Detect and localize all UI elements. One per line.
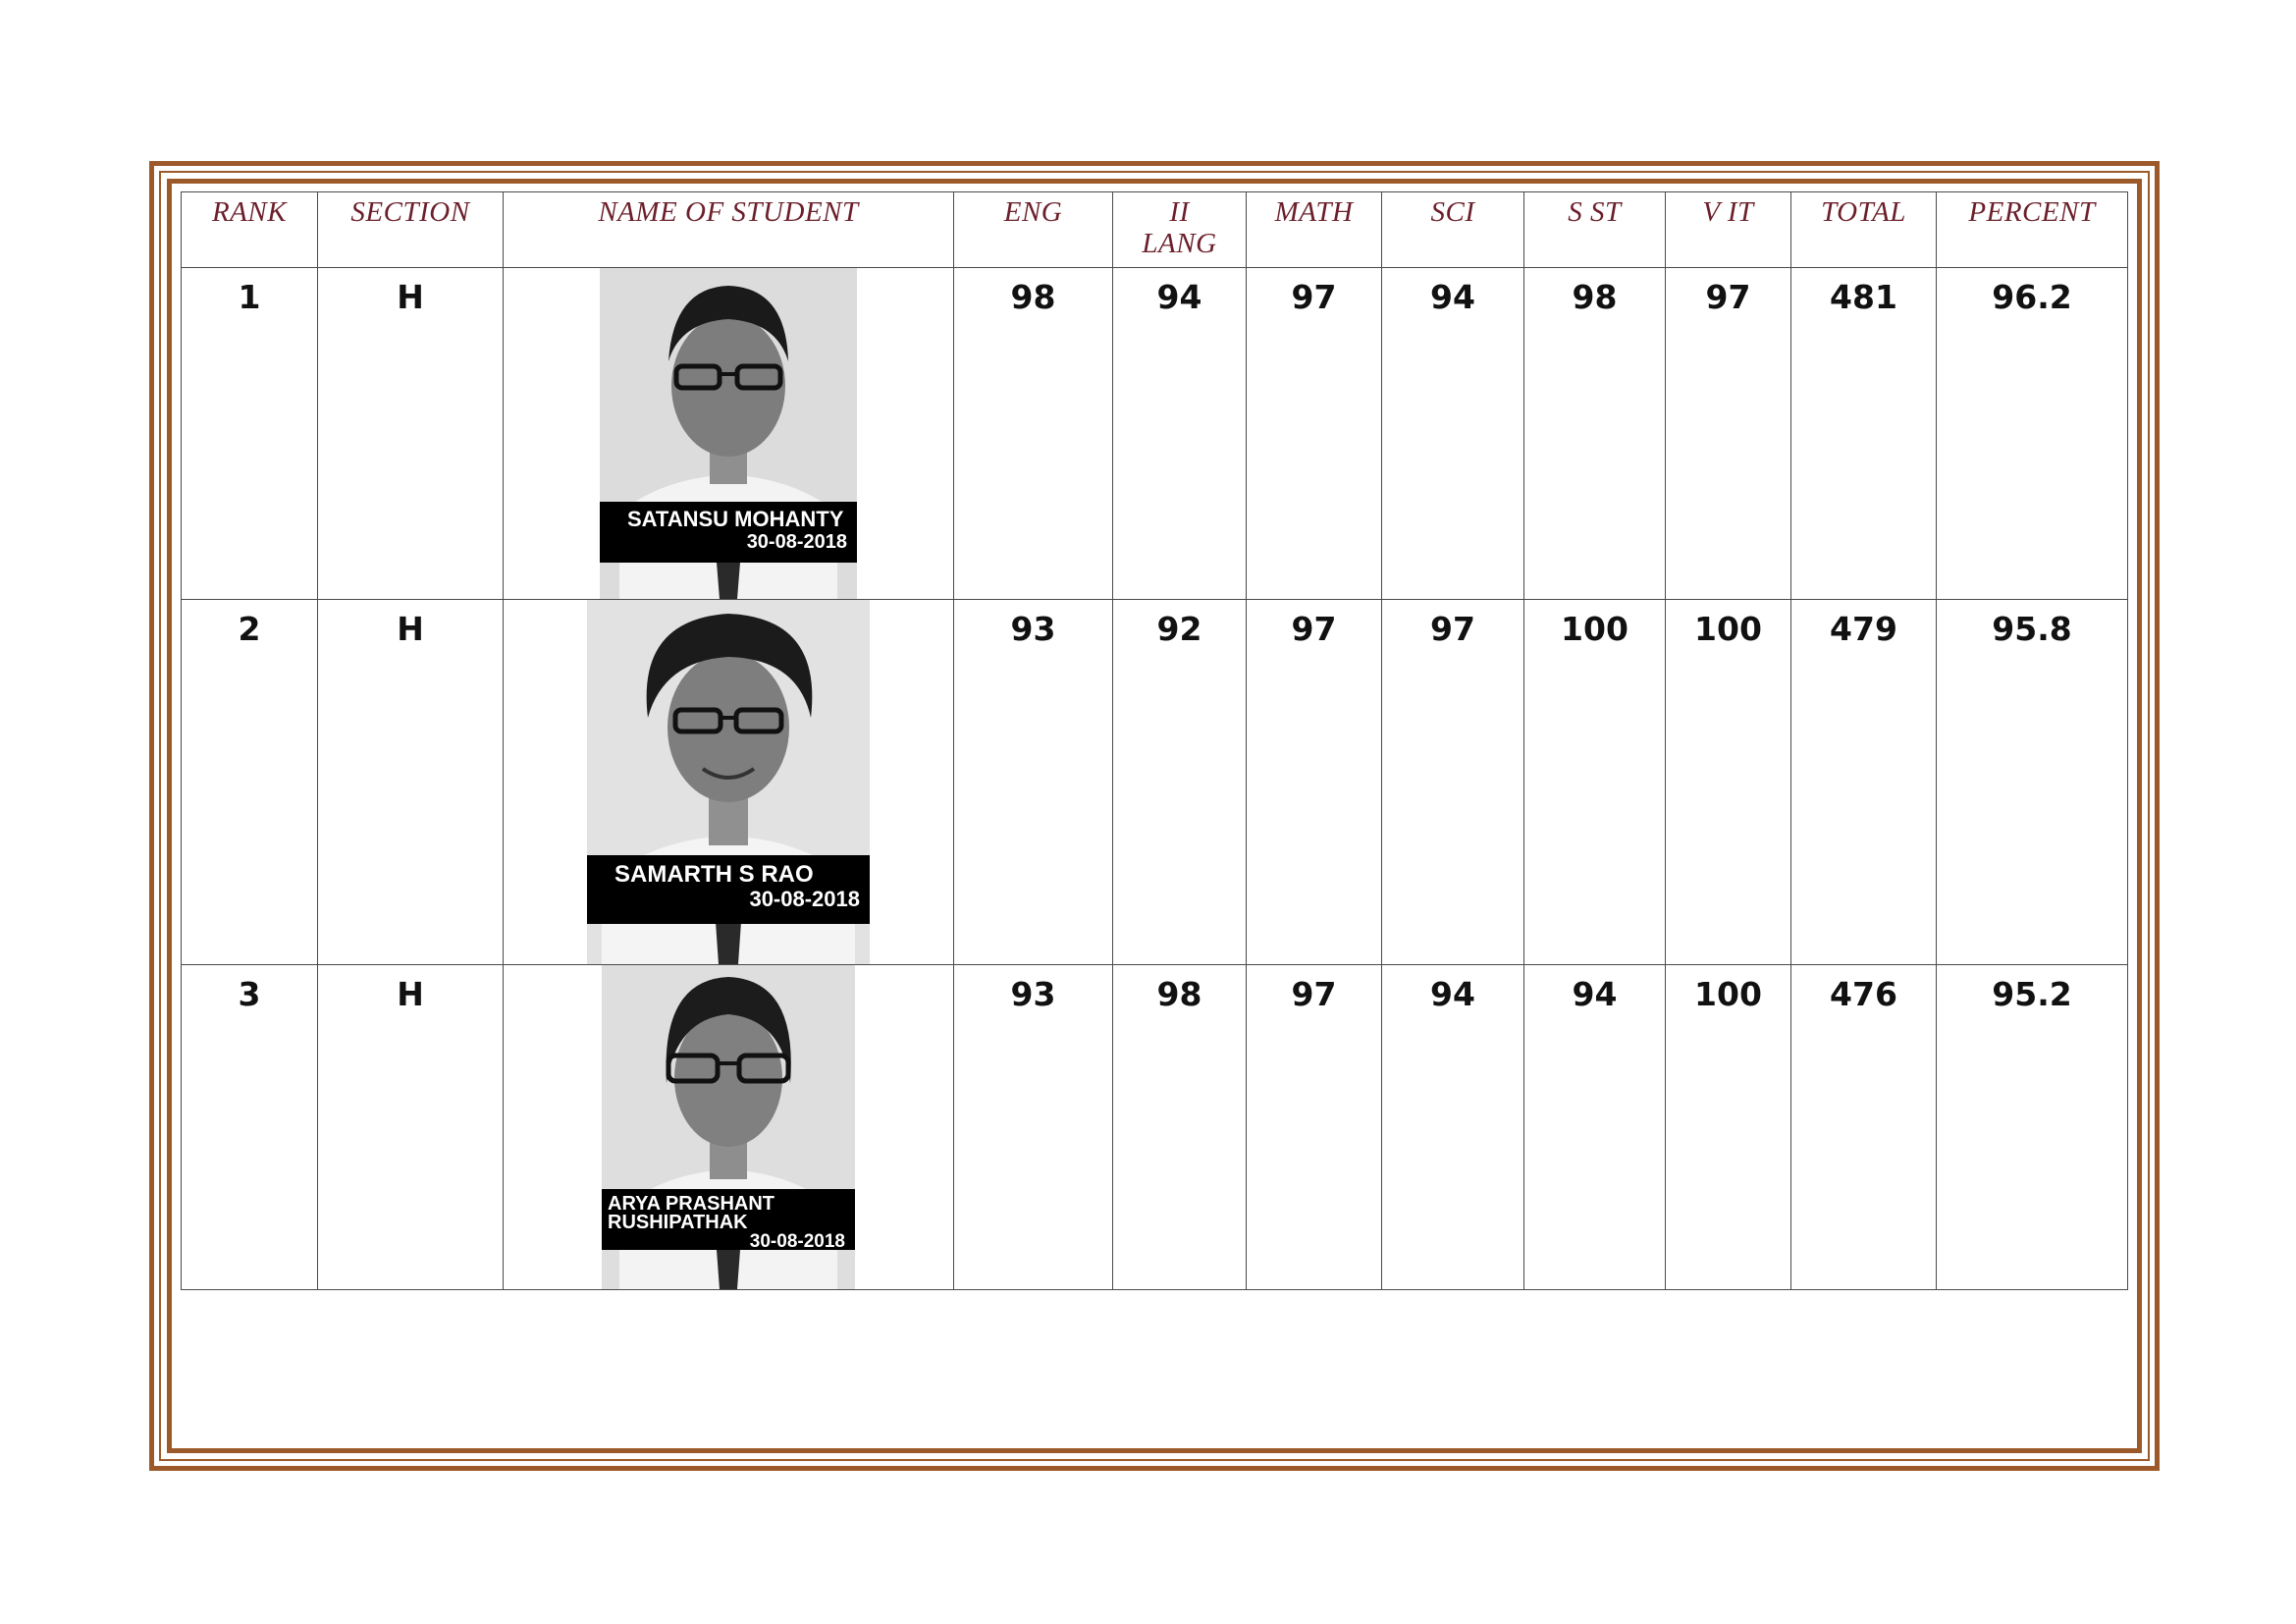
v-it-score: 100 [1666, 600, 1791, 965]
header-sci: SCI [1382, 192, 1524, 268]
section-cell: H [318, 268, 504, 600]
percent-score: 95.8 [1937, 600, 2128, 965]
header-s-st: S ST [1524, 192, 1666, 268]
photo-caption-date: 30-08-2018 [749, 1231, 845, 1252]
ii-lang-score: 92 [1113, 600, 1247, 965]
header-row [182, 192, 2128, 268]
photo-caption-name: ARYA PRASHANT RUSHIPATHAK [608, 1193, 775, 1233]
table-row [182, 965, 2128, 1290]
s-st-score: 94 [1524, 965, 1666, 1290]
header-percent: PERCENT [1937, 192, 2128, 268]
sci-score: 94 [1382, 965, 1524, 1290]
section-cell: H [318, 965, 504, 1290]
table-row [182, 600, 2128, 965]
header-section: SECTION [318, 192, 504, 268]
ii-lang-score: 94 [1113, 268, 1247, 600]
math-score: 97 [1247, 600, 1382, 965]
total-score: 481 [1791, 268, 1937, 600]
student-photo [587, 600, 870, 964]
sci-score: 97 [1382, 600, 1524, 965]
student-photo-cell [504, 268, 954, 600]
total-score: 476 [1791, 965, 1937, 1290]
section-cell: H [318, 600, 504, 965]
s-st-score: 98 [1524, 268, 1666, 600]
total-score: 479 [1791, 600, 1937, 965]
eng-score: 98 [954, 268, 1113, 600]
header-math: MATH [1247, 192, 1382, 268]
header-rank: RANK [182, 192, 318, 268]
math-score: 97 [1247, 965, 1382, 1290]
photo-caption-date: 30-08-2018 [746, 531, 847, 553]
percent-score: 96.2 [1937, 268, 2128, 600]
ii-lang-score: 98 [1113, 965, 1247, 1290]
student-photo [602, 965, 855, 1289]
eng-score: 93 [954, 600, 1113, 965]
s-st-score: 100 [1524, 600, 1666, 965]
math-score: 97 [1247, 268, 1382, 600]
photo-caption [602, 1189, 855, 1250]
photo-caption-name: SAMARTH S RAO [614, 861, 814, 888]
header-total: TOTAL [1791, 192, 1937, 268]
rank-cell: 3 [182, 965, 318, 1290]
v-it-score: 100 [1666, 965, 1791, 1290]
rank-cell: 1 [182, 268, 318, 600]
eng-score: 93 [954, 965, 1113, 1290]
sci-score: 94 [1382, 268, 1524, 600]
header-ii-lang: II LANG [1113, 192, 1247, 268]
percent-score: 95.2 [1937, 965, 2128, 1290]
header-v-it: V IT [1666, 192, 1791, 268]
header-name-of-student: NAME OF STUDENT [504, 192, 954, 268]
header-eng: ENG [954, 192, 1113, 268]
student-photo-cell [504, 965, 954, 1290]
student-photo [600, 268, 857, 599]
photo-caption-date: 30-08-2018 [749, 887, 860, 911]
photo-caption [587, 855, 870, 924]
student-photo-cell [504, 600, 954, 965]
rank-cell: 2 [182, 600, 318, 965]
photo-caption [600, 502, 857, 563]
results-table [181, 191, 2128, 1290]
photo-caption-name: SATANSU MOHANTY [627, 507, 844, 531]
table-row [182, 268, 2128, 600]
v-it-score: 97 [1666, 268, 1791, 600]
